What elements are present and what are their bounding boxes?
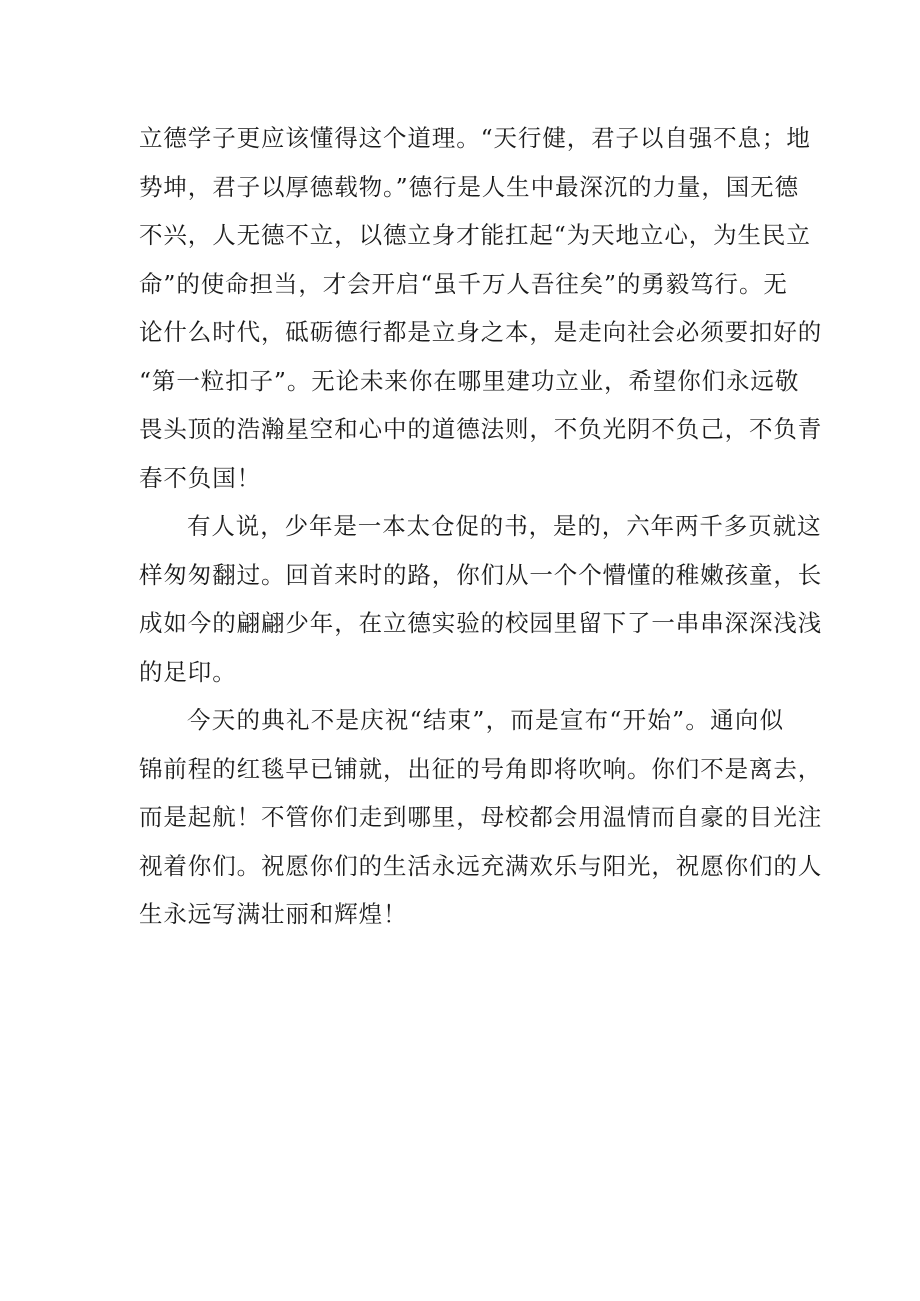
- text-line: 立德学子更应该懂得这个道理。“天行健，君子以自强不息；地: [139, 124, 811, 152]
- text-line: 生永远写满壮丽和辉煌！: [139, 900, 408, 928]
- text-line: 今天的典礼不是庆祝“结束”，而是宣布“开始”。通向似: [187, 706, 784, 734]
- text-line: “第一粒扣子”。无论未来你在哪里建功立业，希望你们永远敬: [139, 366, 800, 395]
- paragraph-3: [139, 696, 823, 939]
- text-line: 势坤，君子以厚德载物。”德行是人生中最深沉的力量，国无德: [139, 172, 799, 201]
- paragraph-2: [139, 502, 823, 696]
- text-line: 视着你们。祝愿你们的生活永远充满欢乐与阳光，祝愿你们的人: [139, 851, 823, 880]
- text-line: 春不负国！: [139, 463, 261, 492]
- text-line: 命”的使命担当，才会开启“虽千万人吾往矣”的勇毅笃行。无: [139, 269, 788, 298]
- text-line: 样匆匆翻过。回首来时的路，你们从一个个懵懂的稚嫩孩童，长: [139, 560, 823, 589]
- text-line: 成如今的翩翩少年，在立德实验的校园里留下了一串串深深浅浅: [139, 609, 823, 637]
- text-line: 的足印。: [139, 657, 237, 686]
- text-line: 不兴，人无德不立，以德立身才能扛起“为天地立心，为生民立: [139, 221, 811, 249]
- document-body: [139, 114, 823, 939]
- text-line: 锦前程的红毯早已铺就，出征的号角即将吹响。你们不是离去，: [139, 754, 823, 783]
- text-line: 而是起航！不管你们走到哪里，母校都会用温情而自豪的目光注: [139, 803, 823, 831]
- paragraph-1: [139, 114, 823, 502]
- text-line: 畏头顶的浩瀚星空和心中的道德法则，不负光阴不负己，不负青: [139, 415, 823, 443]
- text-line: 论什么时代，砥砺德行都是立身之本，是走向社会必须要扣好的: [139, 318, 823, 346]
- text-line: 有人说，少年是一本太仓促的书，是的，六年两千多页就这: [187, 512, 822, 540]
